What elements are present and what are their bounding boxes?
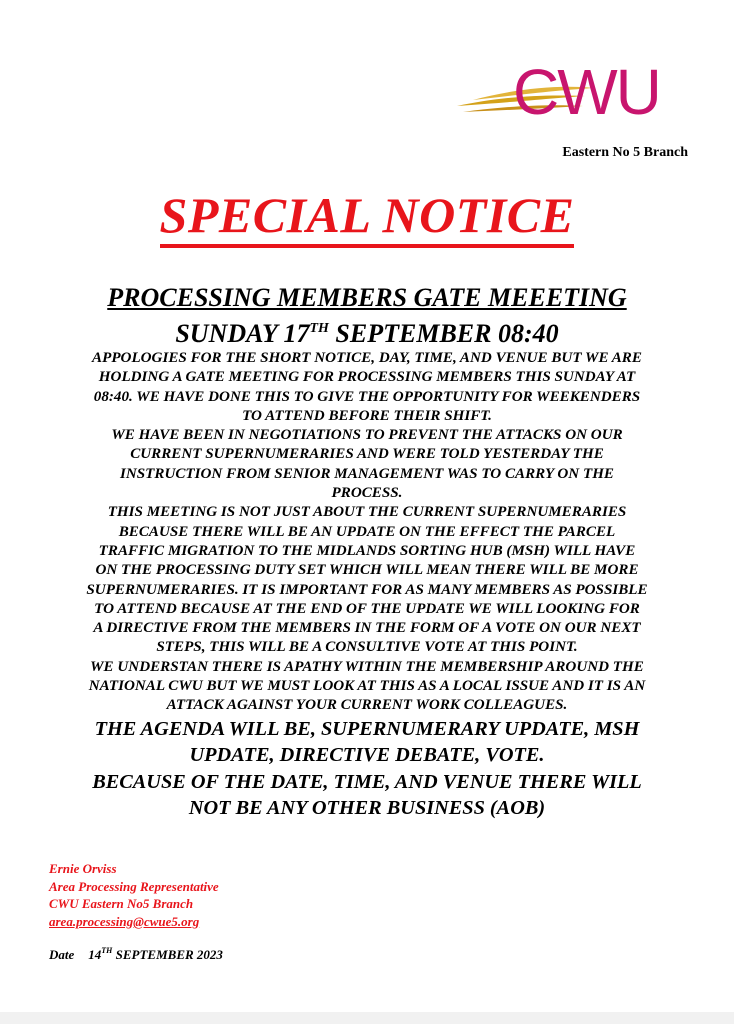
agenda-line: NOT BE ANY OTHER BUSINESS (AOB) [188, 797, 546, 820]
agenda-line: BECAUSE OF THE DATE, TIME, AND VENUE THERE WILL [92, 770, 642, 793]
body-line: HOLDING A GATE MEETING FOR PROCESSING MEMBERS THIS SUNDAY AT [98, 369, 636, 386]
body-line: APPOLOGIES FOR THE SHORT NOTICE, DAY, TIME, AND VENUE BUT WE ARE [92, 350, 642, 366]
special-notice-text: SPECIAL NOTICE [160, 187, 575, 248]
meeting-date-suffix: SEPTEMBER 08:40 [328, 319, 559, 348]
branch-name: Eastern No 5 Branch [562, 145, 688, 160]
logo-text: CWU [513, 60, 660, 122]
signature-email-link[interactable]: area.processing@cwue5.org [49, 913, 200, 929]
signature-name: Ernie Orviss [49, 861, 117, 876]
body-line: TRAFFIC MIGRATION TO THE MIDLANDS SORTING HUB (MSH) WILL HAVE [98, 542, 636, 559]
body-line: WE HAVE BEEN IN NEGOTIATIONS TO PREVENT THE ATTACKS ON OUR [111, 427, 623, 444]
agenda [40, 716, 694, 822]
page-bottom-strip [0, 1012, 734, 1024]
signature-block [49, 860, 219, 930]
body-line: STEPS, THIS WILL BE A CONSULTIVE VOTE AT THIS POINT. [156, 639, 578, 656]
cwu-logo [455, 60, 695, 122]
agenda-line: THE AGENDA WILL BE, SUPERNUMERARY UPDATE, MSH [94, 717, 640, 740]
body-line: A DIRECTIVE FROM THE MEMBERS IN THE FORM OF A VOTE ON OUR NEXT [93, 620, 641, 637]
body-line: THIS MEETING IS NOT JUST ABOUT THE CURRENT SUPERNUMERARIES [107, 504, 627, 521]
date-label: Date [49, 947, 75, 962]
body-line: 08:40. WE HAVE DONE THIS TO GIVE THE OPPORTUNITY FOR WEEKENDERS [93, 388, 641, 405]
notice-title: PROCESSING MEMBERS GATE MEEETING [107, 283, 627, 312]
body-line: TO ATTEND BEFORE THEIR SHIFT. [242, 407, 492, 424]
date-sup: TH [101, 946, 113, 955]
signature-role: Area Processing Representative [49, 878, 219, 894]
body-line: TO ATTEND BECAUSE AT THE END OF THE UPDATE WE WILL LOOKING FOR [94, 600, 640, 617]
body-line: PROCESS. [331, 485, 403, 502]
body-line: WE UNDERSTAN THERE IS APATHY WITHIN THE MEMBERSHIP AROUND THE [90, 658, 644, 675]
notice-content [40, 282, 694, 822]
body-line: INSTRUCTION FROM SENIOR MANAGEMENT WAS TO CARRY ON THE [119, 465, 615, 482]
body-line: ON THE PROCESSING DUTY SET WHICH WILL MEAN THERE WILL BE MORE [95, 562, 639, 579]
meeting-date-sup: TH [309, 321, 329, 336]
meeting-date-prefix: SUNDAY 17 [175, 319, 310, 348]
special-notice-heading [0, 186, 734, 244]
agenda-line: UPDATE, DIRECTIVE DEBATE, VOTE. [189, 744, 545, 767]
signature-branch: CWU Eastern No5 Branch [49, 896, 194, 911]
body-line: NATIONAL CWU BUT WE MUST LOOK AT THIS AS A LOCAL ISSUE AND IT IS AN [88, 678, 646, 695]
date-suffix: SEPTEMBER 2023 [112, 947, 223, 962]
date-prefix: 14 [88, 947, 102, 962]
body-line: ATTACK AGAINST YOUR CURRENT WORK COLLEAGUES. [166, 697, 568, 714]
document-date [49, 946, 223, 963]
notice-body [40, 349, 694, 716]
body-line: BECAUSE THERE WILL BE AN UPDATE ON THE EFFECT THE PARCEL [118, 523, 616, 540]
meeting-date [40, 314, 694, 349]
body-line: SUPERNUMERARIES. IT IS IMPORTANT FOR AS MANY MEMBERS AS POSSIBLE [86, 581, 648, 598]
body-line: CURRENT SUPERNUMERARIES AND WERE TOLD YESTERDAY THE [130, 446, 604, 463]
